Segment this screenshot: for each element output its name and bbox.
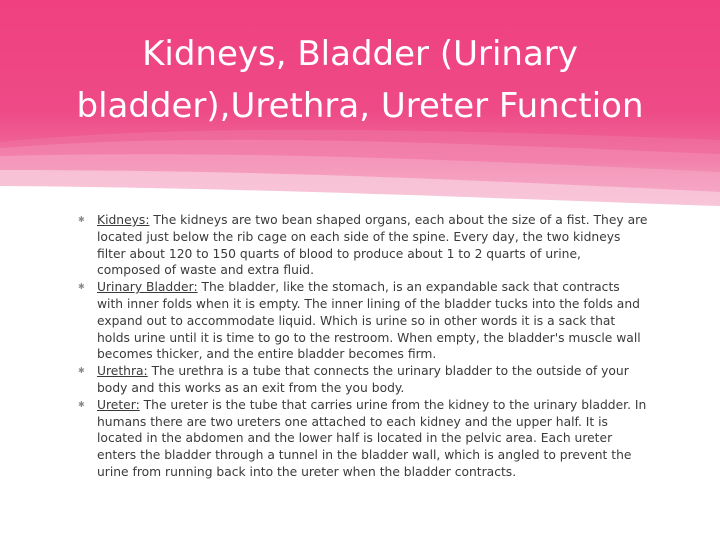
- bullet-text: The ureter is the tube that carries urine from the kidney to the urinary bladder. In humans there are two ureters one attached to each kidney and the upper half. It is located in the abdomen and the lower half is located in the pelvic area. Each ureter enters the bladder through a tunnel in the bladder wall, which is angled to prevent the urine from running back into the ureter when the bladder contracts.: [97, 397, 647, 479]
- bullet-text: The urethra is a tube that connects the urinary bladder to the outside of your body and this works as an exit from the you body.: [97, 364, 629, 395]
- asterisk-bullet-icon: ✱: [78, 366, 85, 376]
- asterisk-bullet-icon: ✱: [78, 215, 85, 224]
- asterisk-bullet-icon: ✱: [78, 282, 85, 292]
- slide-title: Kidneys, Bladder (Urinary bladder),Urethra, Ureter Function: [76, 34, 644, 126]
- bullet-text: The kidneys are two bean shaped organs, each about the size of a fist. They are located just below the rib cage on each side of the spine. Every day, the two kidneys filter about 120 to 150 quarts of blood to produce about 1 to 2 quarts of urine, composed of waste and extra fluid.: [97, 213, 648, 278]
- bullet-term: Ureter:: [97, 397, 140, 412]
- list-item: [78, 279, 648, 363]
- bullet-list: [78, 212, 648, 481]
- banner-wave-decoration: [0, 120, 720, 220]
- asterisk-bullet-icon: ✱: [78, 399, 85, 409]
- bullet-term: Urinary Bladder:: [97, 280, 198, 295]
- bullet-text: The bladder, like the stomach, is an expandable sack that contracts with inner folds when it is empty. The inner lining of the bladder tucks into the folds and expand out to accommodate liquid. Which is urine so in other words it is a sack that holds urine until it is time to go to the restroom. When empty, the bladder's muscle wall becomes thicker, and the entire bladder becomes firm.: [97, 280, 641, 362]
- bullet-term: Kidneys:: [97, 213, 150, 227]
- list-item: [78, 212, 648, 279]
- list-item: [78, 363, 648, 397]
- list-item: [78, 397, 648, 481]
- bullet-term: Urethra:: [97, 364, 148, 379]
